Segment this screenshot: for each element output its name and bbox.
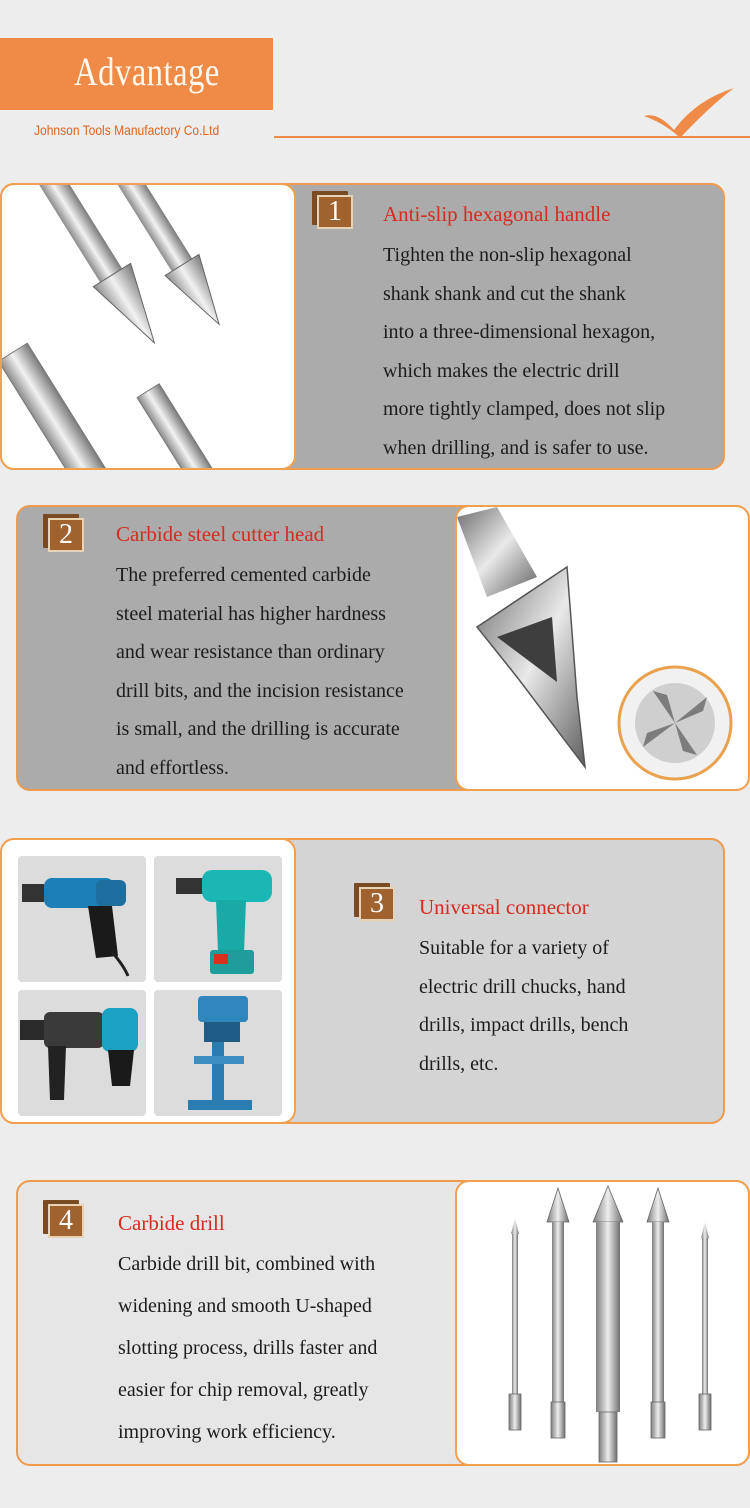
feature-description-2: The preferred cemented carbide steel material has higher hardness and wear resistance than ordinary drill bits, and the incision resistance is small, and the drilling is accurate and effortless. xyxy=(116,564,404,779)
company-name: Johnson Tools Manufactory Co.Ltd xyxy=(34,122,220,138)
feature-number-badge-4: 4 xyxy=(43,1200,85,1238)
cutter-head-photo xyxy=(455,505,750,791)
page-title: Advantage xyxy=(74,49,220,94)
feature-number-badge-1: 1 xyxy=(312,191,354,229)
feature-description-3: Suitable for a variety of electric drill chucks, hand drills, impact drills, bench drills, etc. xyxy=(419,937,629,1075)
advantage-banner xyxy=(0,38,273,110)
drill-shank-photo xyxy=(0,183,296,470)
feature-description-1: Tighten the non-slip hexagonal shank shank and cut the shank into a three-dimensional hexagon, which makes the electric drill more tightly clamped, does not slip when drilling, and is safer to use. xyxy=(383,244,666,459)
power-tools-photo xyxy=(0,838,296,1124)
feature-heading-2: Carbide steel cutter head xyxy=(116,522,325,546)
feature-number-badge-3: 3 xyxy=(354,883,396,921)
checkmark-icon xyxy=(640,84,736,140)
feature-description-4: Carbide drill bit, combined with widening and smooth U-shaped slotting process, drills faster and easier for chip removal, greatly improving work efficiency. xyxy=(118,1253,378,1443)
feature-heading-1: Anti-slip hexagonal handle xyxy=(383,202,611,226)
rotary-hammer-image xyxy=(18,990,146,1116)
bench-drill-image xyxy=(154,990,282,1116)
electric-drill-image xyxy=(18,856,146,982)
feature-heading-4: Carbide drill xyxy=(118,1211,225,1235)
drill-bit-set-photo xyxy=(455,1180,750,1466)
feature-number-badge-2: 2 xyxy=(43,514,85,552)
cordless-drill-image xyxy=(154,856,282,982)
feature-heading-3: Universal connector xyxy=(419,895,589,919)
